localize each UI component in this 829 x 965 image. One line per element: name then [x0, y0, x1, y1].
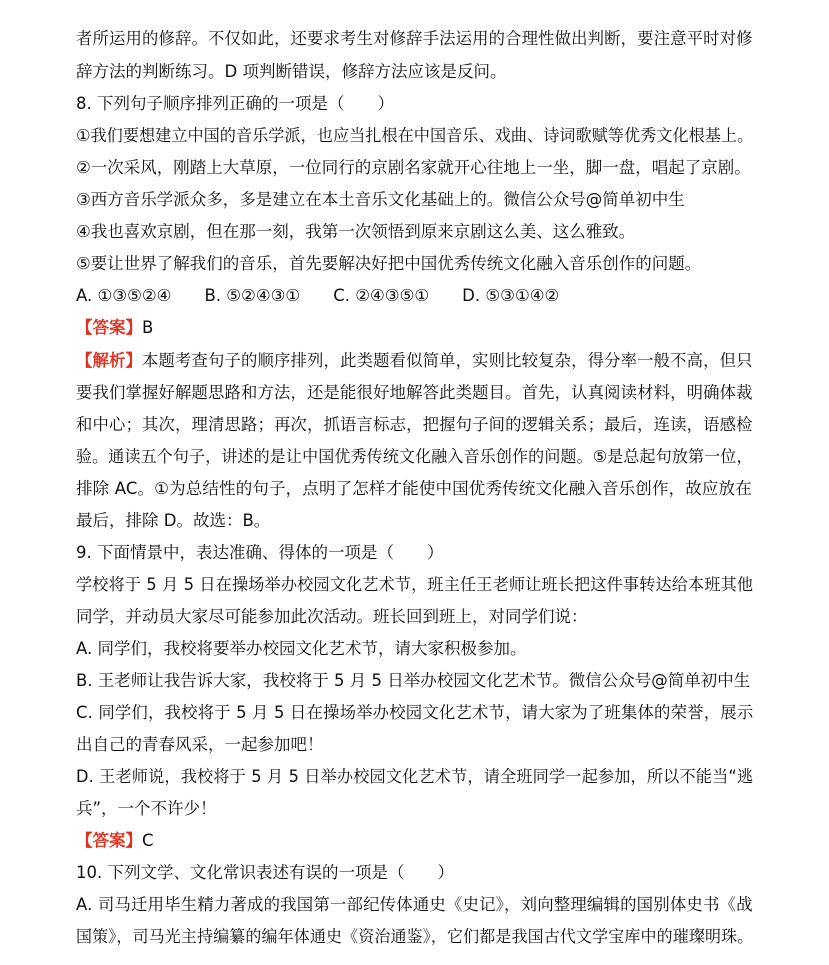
text-line: 辞方法的判断练习。D 项判断错误，修辞方法应该是反问。: [76, 62, 507, 81]
option-d: D. 王老师说，我校将于 5 月 5 日举办校园文化艺术节，请全班同学一起参加，所以不能当“逃: [76, 767, 754, 786]
sentence-2: ②一次采风，刚踏上大草原，一位同行的京剧名家就开心往地上一坐，脚一盘，唱起了京剧。: [76, 158, 751, 177]
text-line: 验。通读五个句子，讲述的是让中国优秀传统文化融入音乐创作的问题。⑤是总起句放第一位，: [76, 447, 753, 466]
text-line: 兵”，一个不许少！: [76, 799, 217, 818]
sentence-1: ①我们要想建立中国的音乐学派，也应当扎根在中国音乐、戏曲、诗词歌赋等优秀文化根基上。: [76, 126, 754, 145]
text-line: 和中心；其次，理清思路；再次，抓语言标志，把握句子间的逻辑关系；最后，连读，语感检: [76, 415, 753, 434]
question-8-options: A. ①③⑤②④ B. ⑤②④③① C. ②④③⑤① D. ⑤③①④②: [76, 286, 560, 305]
option-a: A. 同学们，我校将要举办校园文化艺术节，请大家积极参加。: [76, 639, 527, 658]
analysis-text: 本题考查句子的顺序排列，此类题看似简单，实则比较复杂，得分率一般不高，但只: [142, 351, 753, 370]
analysis-8-first-line: [76, 350, 753, 372]
question-10-stem: 10. 下列文学、文化常识表述有误的一项是（ ）: [76, 863, 454, 882]
text-line: 最后，排除 D。故选：B。: [76, 511, 271, 530]
sentence-3: ③西方音乐学派众多，多是建立在本土音乐文化基础上的。微信公众号@简单初中生: [76, 190, 685, 209]
answer-value: C: [142, 831, 154, 850]
answer-value: B: [142, 318, 154, 337]
text-line: 出自己的青春风采，一起参加吧！: [76, 735, 324, 754]
question-8-stem: 8. 下列句子顺序排列正确的一项是（ ）: [76, 94, 394, 113]
option-a: A. 司马迁用毕生精力著成的我国第一部纪传体通史《史记》，刘向整理编辑的国别体史书《战: [76, 895, 753, 914]
answer-tag: 【答案】: [76, 318, 142, 337]
text-line: 同学，并动员大家尽可能参加此次活动。班长回到班上，对同学们说：: [76, 607, 588, 626]
text-line: 学校将于 5 月 5 日在操场举办校园文化艺术节，班主任王老师让班长把这件事转达给本班其他: [76, 575, 754, 594]
sentence-5: ⑤要让世界了解我们的音乐，首先要解决好把中国优秀传统文化融入音乐创作的问题。: [76, 254, 702, 273]
option-c: C. 同学们，我校将于 5 月 5 日在操场举办校园文化艺术节，请大家为了班集体的荣誉，展示: [76, 703, 754, 722]
answer-9: [76, 830, 154, 852]
answer-tag: 【答案】: [76, 831, 142, 850]
text-line: 排除 AC。①为总结性的句子，点明了怎样才能使中国优秀传统文化融入音乐创作，故应放在: [76, 479, 752, 498]
sentence-4: ④我也喜欢京剧，但在那一刻，我第一次领悟到原来京剧这么美、这么雅致。: [76, 222, 636, 241]
text-line: 者所运用的修辞。不仅如此，还要求考生对修辞手法运用的合理性做出判断，要注意平时对修: [76, 29, 753, 48]
text-line: 国策》，司马光主持编纂的编年体通史《资治通鉴》，它们都是我国古代文学宝库中的璀璨明珠。: [76, 927, 754, 946]
question-9-stem: 9. 下面情景中，表达准确、得体的一项是（ ）: [76, 543, 444, 562]
answer-8: [76, 317, 153, 339]
text-line: 要我们掌握好解题思路和方法，还是能很好地解答此类题目。首先，认真阅读材料，明确体裁: [76, 383, 753, 402]
analysis-tag: 【解析】: [76, 351, 143, 370]
option-b: B. 王老师让我告诉大家，我校将于 5 月 5 日举办校园文化艺术节。微信公众号@简单初中生: [76, 671, 751, 690]
